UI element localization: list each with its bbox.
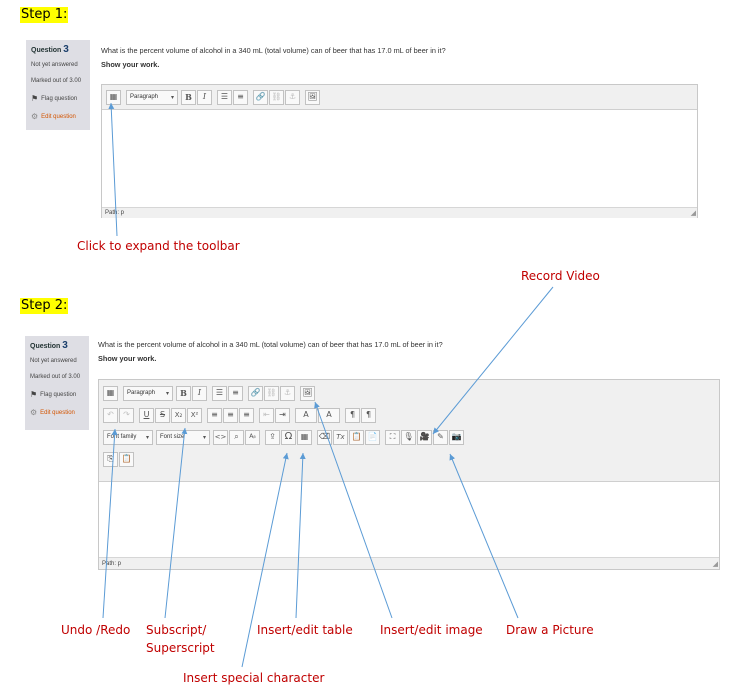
edit-question-link[interactable]	[31, 112, 86, 121]
code-icon[interactable]: <>	[213, 430, 228, 445]
font-family-select[interactable]	[103, 430, 153, 445]
question-marks: Marked out of 3.00	[30, 374, 81, 380]
resize-handle-icon[interactable]: ◢	[712, 560, 718, 568]
toolbar-toggle-icon[interactable]: ▦	[106, 90, 121, 105]
path-text: Path: p	[102, 560, 122, 567]
callout-undo-redo: Undo /Redo	[61, 623, 131, 637]
rtl-icon[interactable]: ¶	[361, 408, 376, 423]
edit-question-link[interactable]	[30, 408, 85, 417]
flag-question-label: Flag question	[40, 391, 77, 398]
editor-path-bar	[102, 207, 697, 218]
step1-label: Step 1:	[21, 7, 68, 22]
edit-question-label: Edit question	[40, 409, 75, 416]
record-video-icon[interactable]: 🎥	[417, 430, 432, 445]
path-text: Path: p	[105, 210, 125, 216]
question-status: Not yet answered	[31, 62, 78, 68]
format-select[interactable]	[123, 386, 173, 401]
answer-editor-expanded	[98, 379, 720, 570]
align-right-icon[interactable]: ≡	[239, 408, 254, 423]
font-family-value: Font family	[107, 434, 137, 440]
question-status: Not yet answered	[30, 358, 77, 364]
callout-record-video: Record Video	[521, 269, 600, 283]
bullet-list-icon[interactable]: ☰	[217, 90, 232, 105]
link-icon[interactable]: 🔗	[248, 386, 263, 401]
anchor-icon[interactable]: ⚓	[280, 386, 295, 401]
question-number	[30, 340, 85, 351]
indent-icon[interactable]: ⇥	[275, 408, 290, 423]
fullscreen-icon[interactable]: ⛶	[385, 430, 400, 445]
image-icon[interactable]: 🖼	[305, 90, 320, 105]
text-color-icon[interactable]: A	[295, 408, 317, 423]
question-text-block	[98, 340, 443, 363]
flag-icon: ⚑	[30, 390, 38, 399]
question-text: What is the percent volume of alcohol in a 340 mL (total volume) can of beer that has 17.0 mL of beer in it?	[98, 340, 443, 349]
toolbar-row-2	[99, 404, 719, 426]
paste-icon[interactable]: 📋	[119, 452, 134, 467]
gear-icon: ⚙	[31, 112, 39, 121]
editor-content-area[interactable]	[102, 110, 697, 207]
html-editor-icon[interactable]: ⎘	[103, 452, 118, 467]
table-icon[interactable]: ▦	[297, 430, 312, 445]
outdent-icon[interactable]: ⇤	[259, 408, 274, 423]
superscript-icon[interactable]: X²	[187, 408, 202, 423]
bold-icon[interactable]: B	[181, 90, 196, 105]
ltr-icon[interactable]: ¶	[345, 408, 360, 423]
align-left-icon[interactable]: ≡	[207, 408, 222, 423]
clear-formatting-icon[interactable]: Tx	[333, 430, 348, 445]
numbered-list-icon[interactable]: ≡	[228, 386, 243, 401]
callout-insert-table: Insert/edit table	[257, 623, 353, 637]
upload-icon[interactable]: ⇪	[265, 430, 280, 445]
gear-icon: ⚙	[30, 408, 38, 417]
format-select-value: Paragraph	[130, 94, 159, 100]
align-center-icon[interactable]: ≡	[223, 408, 238, 423]
flag-question-link[interactable]	[30, 390, 85, 399]
question-number-value: 3	[62, 340, 68, 351]
question-text: What is the percent volume of alcohol in a 340 mL (total volume) can of beer that has 17.0 mL of beer in it?	[101, 46, 446, 55]
chevron-down-icon: ▾	[170, 94, 174, 101]
question-word: Question	[30, 343, 61, 350]
font-size-value: Font size	[160, 434, 185, 440]
numbered-list-icon[interactable]: ≡	[233, 90, 248, 105]
question-number	[31, 44, 86, 55]
unlink-icon[interactable]: ⛓	[264, 386, 279, 401]
callout-draw-picture: Draw a Picture	[506, 623, 594, 637]
bold-icon[interactable]: B	[176, 386, 191, 401]
flag-question-label: Flag question	[41, 95, 78, 102]
resize-handle-icon[interactable]: ◢	[690, 210, 696, 217]
toolbar-row-1	[102, 85, 697, 109]
instruction-text: Show your work.	[98, 354, 157, 363]
callout-subscript-line1: Subscript/	[146, 623, 207, 637]
editor-toolbar	[102, 85, 697, 110]
question-marks: Marked out of 3.00	[31, 78, 82, 84]
redo-icon[interactable]: ↷	[119, 408, 134, 423]
underline-icon[interactable]: U	[139, 408, 154, 423]
strikethrough-icon[interactable]: S	[155, 408, 170, 423]
toolbar-row-4	[99, 448, 719, 470]
subscript-icon[interactable]: X₂	[171, 408, 186, 423]
record-audio-icon[interactable]: 🎙	[401, 430, 416, 445]
search-icon[interactable]: ⌕	[229, 430, 244, 445]
step2-label: Step 2:	[21, 298, 68, 313]
callout-subscript-superscript	[146, 622, 215, 656]
format-select[interactable]	[126, 90, 178, 105]
font-size-select[interactable]	[156, 430, 210, 445]
editor-toolbar-expanded	[99, 380, 719, 482]
spellcheck-icon[interactable]: Aᵦ	[245, 430, 260, 445]
italic-icon[interactable]: I	[192, 386, 207, 401]
undo-icon[interactable]: ↶	[103, 408, 118, 423]
format-select-value: Paragraph	[127, 390, 156, 396]
toolbar-row-3	[99, 426, 719, 448]
flag-question-link[interactable]	[31, 94, 86, 103]
background-color-icon[interactable]: A	[318, 408, 340, 423]
paste-word-icon[interactable]: 📄	[365, 430, 380, 445]
toolbar-toggle-icon[interactable]: ▦	[103, 386, 118, 401]
answer-editor	[101, 84, 698, 218]
chevron-down-icon: ▾	[202, 434, 206, 441]
unlink-icon[interactable]: ⛓	[269, 90, 284, 105]
edit-question-label: Edit question	[41, 113, 76, 120]
image-icon[interactable]: 🖼	[300, 386, 315, 401]
special-character-icon[interactable]: Ω	[281, 430, 296, 445]
editor-path-bar	[99, 557, 719, 569]
callout-subscript-line2: Superscript	[146, 641, 215, 655]
callout-special-character: Insert special character	[183, 671, 325, 685]
question-info-panel	[25, 336, 89, 430]
toolbar-row-1	[99, 382, 719, 404]
instruction-text: Show your work.	[101, 60, 160, 69]
question-word: Question	[31, 47, 62, 54]
anchor-icon[interactable]: ⚓	[285, 90, 300, 105]
flag-icon: ⚑	[31, 94, 39, 103]
clear-icon[interactable]: ⌫	[317, 430, 332, 445]
screenshot-icon[interactable]: 📷	[449, 430, 464, 445]
editor-content-area[interactable]	[99, 482, 719, 557]
link-icon[interactable]: 🔗	[253, 90, 268, 105]
chevron-down-icon: ▾	[145, 434, 149, 441]
chevron-down-icon: ▾	[165, 390, 169, 397]
question-text-block	[101, 46, 446, 69]
paste-text-icon[interactable]: 📋	[349, 430, 364, 445]
italic-icon[interactable]: I	[197, 90, 212, 105]
question-number-value: 3	[63, 44, 69, 55]
callout-insert-image: Insert/edit image	[380, 623, 483, 637]
bullet-list-icon[interactable]: ☰	[212, 386, 227, 401]
callout-expand-toolbar: Click to expand the toolbar	[77, 239, 240, 253]
draw-icon[interactable]: ✎	[433, 430, 448, 445]
question-info-panel	[26, 40, 90, 130]
